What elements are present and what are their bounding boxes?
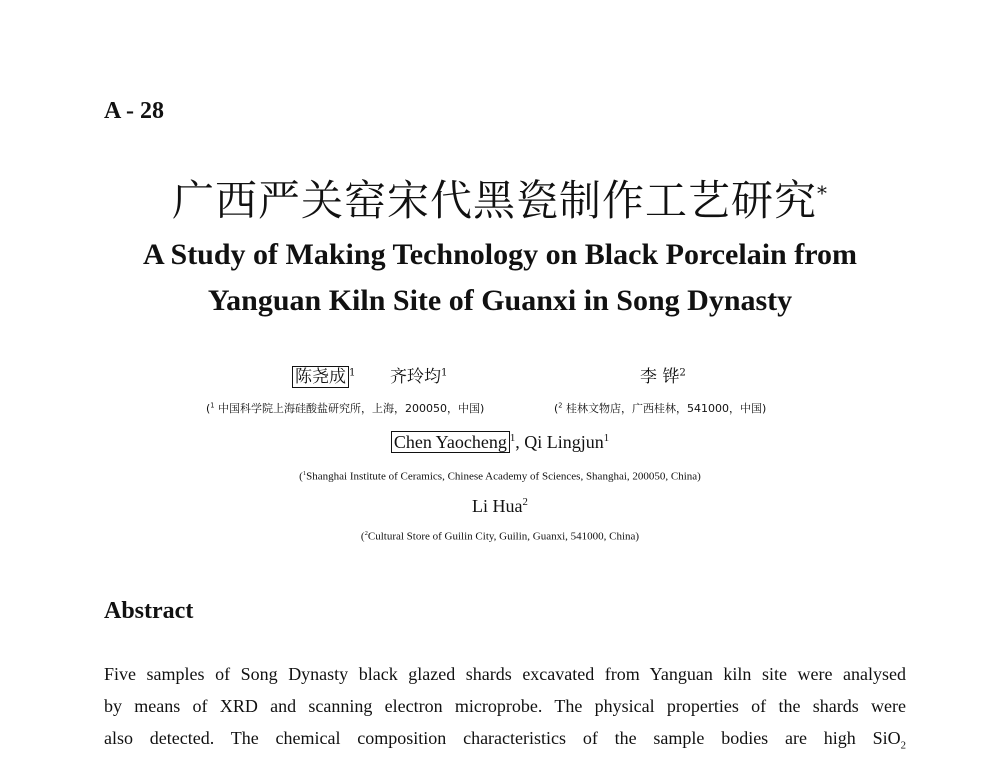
author-en-3	[0, 496, 1000, 517]
affiliation-en-2-open: (	[360, 530, 365, 543]
affiliation-cn-1-text: 中国科学院上海硅酸盐研究所，上海，200050，中国)	[218, 402, 485, 415]
title-footnote-mark: *	[817, 181, 828, 205]
abstract-line-3	[104, 728, 906, 752]
affiliation-cn-2-sup: 2	[558, 401, 563, 410]
affiliation-cn-2-text: 桂林文物店，广西桂林，541000，中国)	[566, 402, 767, 415]
abstract-line-3-text: also detected. The chemical composition characteristics of the sample bodies are high SiO	[104, 728, 901, 748]
author-en-2-sup: 1	[603, 432, 610, 444]
affiliation-cn-1-open: (	[206, 402, 211, 415]
affiliation-cn-1	[206, 400, 484, 416]
affiliation-en-1-sup: 1	[302, 470, 307, 477]
abstract-line-2: by means of XRD and scanning electron microprobe. The physical properties of the shards were	[104, 696, 906, 716]
authors-en-line	[0, 432, 1000, 453]
author-cn-1-sup: 1	[349, 367, 356, 379]
author-cn-1	[292, 362, 355, 387]
author-cn-2-name: 齐玲均	[390, 367, 441, 387]
affiliation-en-2	[0, 530, 1000, 543]
page-id: A - 28	[104, 98, 164, 124]
affiliation-en-2-text: Cultural Store of Guilin City, Guilin, Guanxi, 541000, China)	[367, 530, 640, 543]
affiliation-cn-2	[554, 400, 766, 416]
author-en-3-sup: 2	[522, 496, 528, 508]
author-cn-2-sup: 1	[441, 367, 448, 379]
author-en-2-name: Qi Lingjun	[524, 432, 604, 452]
affiliation-cn-2-open: (	[554, 402, 559, 415]
title-chinese-text: 广西严关窑宋代黑瓷制作工艺研究	[171, 176, 817, 225]
author-en-1-sup: 1	[509, 432, 516, 444]
author-cn-2	[390, 362, 447, 387]
affiliation-en-1	[0, 470, 1000, 483]
author-cn-3-name: 李 铧	[640, 367, 680, 387]
author-cn-1-name: 陈尧成	[292, 366, 349, 388]
author-en-separator: ,	[515, 432, 525, 452]
title-english-line-2: Yanguan Kiln Site of Guanxi in Song Dynasty	[207, 284, 793, 317]
title-english-line-1: A Study of Making Technology on Black Porcelain from	[143, 238, 857, 271]
affiliation-cn-1-sup: 1	[210, 401, 215, 410]
author-cn-3-sup: 2	[679, 367, 686, 379]
author-en-1-name: Chen Yaocheng	[391, 431, 510, 453]
abstract-heading: Abstract	[104, 598, 194, 624]
author-cn-3	[640, 362, 686, 387]
title-chinese	[0, 168, 1000, 228]
affiliation-en-1-text: Shanghai Institute of Ceramics, Chinese Academy of Sciences, Shanghai, 200050, China)	[306, 470, 701, 483]
abstract-line-3-sub: 2	[900, 739, 906, 752]
abstract-line-1: Five samples of Song Dynasty black glazed shards excavated from Yanguan kiln site were analysed	[104, 664, 906, 684]
affiliation-en-1-open: (	[299, 470, 303, 483]
author-en-3-name: Li Hua	[472, 496, 523, 516]
affiliation-en-2-sup: 2	[364, 530, 368, 537]
